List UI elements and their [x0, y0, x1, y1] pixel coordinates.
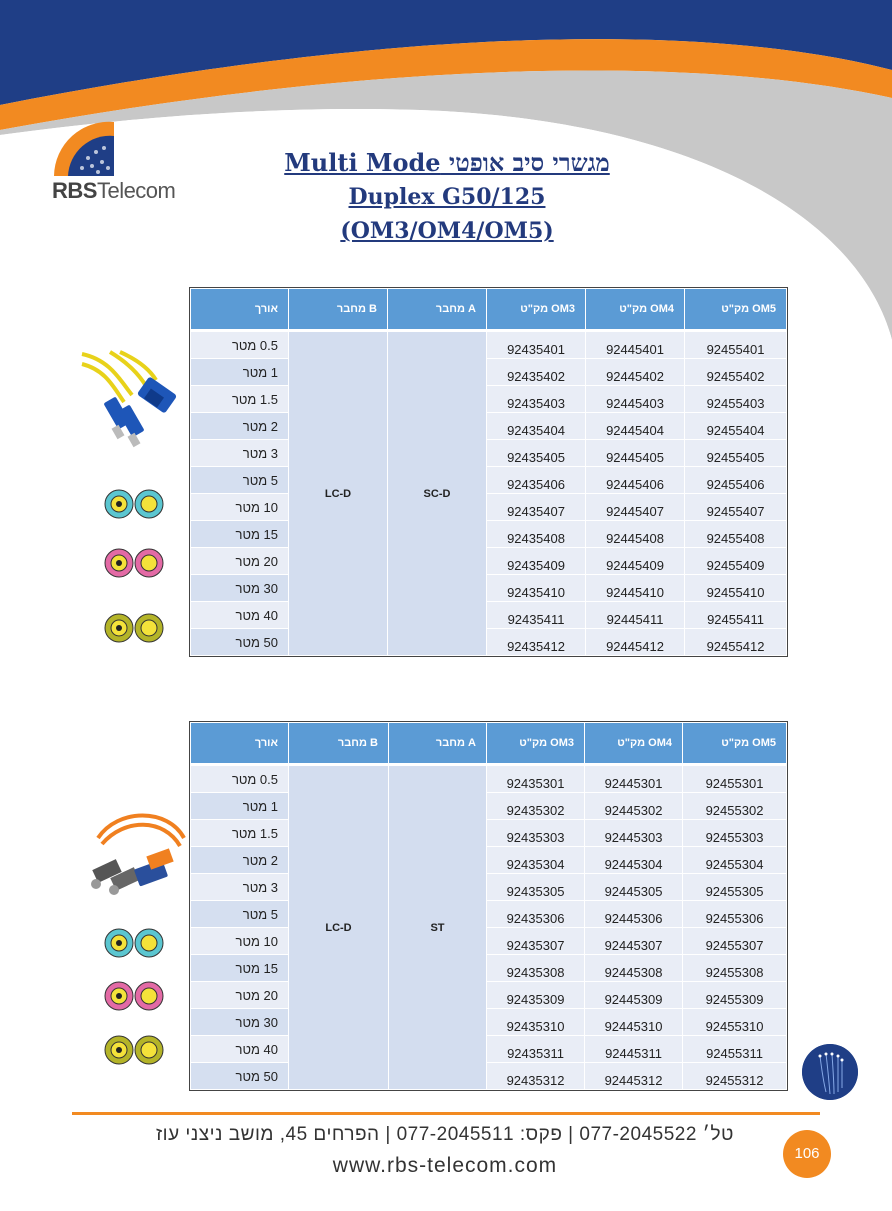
- product-table-st-lc: [190, 722, 787, 1090]
- length-cell: 3 מטר: [191, 874, 289, 901]
- fiber-globe-icon: [802, 1044, 858, 1100]
- om4-part-number: 92445307: [585, 928, 683, 955]
- connector-a-cell: SC-D: [388, 331, 487, 656]
- om4-part-number: 92445306: [585, 901, 683, 928]
- length-cell: 50 מטר: [191, 1063, 289, 1090]
- om4-part-number: 92445301: [585, 765, 683, 793]
- table-row: [191, 494, 787, 521]
- om3-part-number: 92435412: [487, 629, 586, 656]
- table-body: [191, 765, 787, 1090]
- length-cell: 15 מטר: [191, 521, 289, 548]
- table-row: [191, 820, 787, 847]
- table-row: [191, 548, 787, 575]
- om5-part-number: 92455308: [683, 955, 787, 982]
- om3-part-number: 92435310: [487, 1009, 585, 1036]
- om3-part-number: 92435307: [487, 928, 585, 955]
- length-cell: 30 מטר: [191, 1009, 289, 1036]
- om5-part-number: 92455304: [683, 847, 787, 874]
- product-table-sc-lc: [190, 288, 787, 656]
- om4-part-number: 92445308: [585, 955, 683, 982]
- om4-part-number: 92445303: [585, 820, 683, 847]
- table-row: [191, 602, 787, 629]
- om3-part-number: 92435407: [487, 494, 586, 521]
- length-cell: 40 מטר: [191, 602, 289, 629]
- om4-part-number: 92445407: [586, 494, 685, 521]
- connector-a-cell: ST: [389, 765, 487, 1090]
- om3-part-number: 92435302: [487, 793, 585, 820]
- om4-part-number: 92445312: [585, 1063, 683, 1090]
- title-line-2: Duplex G50/125: [348, 184, 546, 210]
- table-row: [191, 629, 787, 656]
- om5-part-number: 92455403: [685, 386, 787, 413]
- lc-sc-duplex-cable-image: [80, 350, 180, 450]
- om5-part-number: 92455402: [685, 359, 787, 386]
- om3-part-number: 92435405: [487, 440, 586, 467]
- om4-part-number: 92445309: [585, 982, 683, 1009]
- om3-part-number: 92435409: [487, 548, 586, 575]
- title-line-3: (OM3/OM4/OM5): [340, 218, 554, 244]
- header-om4: מק"ט OM4: [585, 723, 683, 765]
- length-cell: 1 מטר: [191, 359, 289, 386]
- length-cell: 1.5 מטר: [191, 386, 289, 413]
- om5-part-number: 92455409: [685, 548, 787, 575]
- table-row: [191, 765, 787, 793]
- fiber-ring-icon: [104, 1034, 164, 1066]
- table-row: [191, 440, 787, 467]
- om4-part-number: 92445410: [586, 575, 685, 602]
- page-title: [230, 146, 664, 248]
- om5-part-number: 92455406: [685, 467, 787, 494]
- st-lc-orange-cable-image: [88, 808, 186, 900]
- table-row: [191, 793, 787, 820]
- header-length: אורך: [191, 723, 289, 765]
- om3-part-number: 92435306: [487, 901, 585, 928]
- length-cell: 3 מטר: [191, 440, 289, 467]
- length-cell: 5 מטר: [191, 467, 289, 494]
- om5-part-number: 92455411: [685, 602, 787, 629]
- om5-part-number: 92455306: [683, 901, 787, 928]
- header-om3: מק"ט OM3: [487, 723, 585, 765]
- om5-part-number: 92455307: [683, 928, 787, 955]
- om4-part-number: 92445304: [585, 847, 683, 874]
- page-number-badge: 106: [783, 1130, 831, 1178]
- om5-part-number: 92455302: [683, 793, 787, 820]
- om4-part-number: 92445411: [586, 602, 685, 629]
- length-cell: 2 מטר: [191, 847, 289, 874]
- website-link[interactable]: www.rbs-telecom.com: [332, 1154, 558, 1177]
- table-row: [191, 467, 787, 494]
- fiber-ring-icon: [104, 980, 164, 1012]
- length-cell: 2 מטר: [191, 413, 289, 440]
- length-cell: 10 מטר: [191, 494, 289, 521]
- table-row: [191, 982, 787, 1009]
- rbs-telecom-logo: [52, 118, 192, 208]
- header-om4: מק"ט OM4: [586, 289, 685, 331]
- table-row: [191, 928, 787, 955]
- om3-part-number: 92435410: [487, 575, 586, 602]
- om5-part-number: 92455312: [683, 1063, 787, 1090]
- length-cell: 1.5 מטר: [191, 820, 289, 847]
- table-row: [191, 1063, 787, 1090]
- om3-part-number: 92435402: [487, 359, 586, 386]
- fiber-ring-icon: [104, 927, 164, 959]
- om4-part-number: 92445404: [586, 413, 685, 440]
- table-row: [191, 1009, 787, 1036]
- fiber-ring-icon: [104, 547, 164, 579]
- table-row: [191, 521, 787, 548]
- om3-part-number: 92435305: [487, 874, 585, 901]
- connector-b-cell: LC-D: [289, 331, 388, 656]
- om3-part-number: 92435406: [487, 467, 586, 494]
- om4-part-number: 92445302: [585, 793, 683, 820]
- om3-part-number: 92435309: [487, 982, 585, 1009]
- om4-part-number: 92445405: [586, 440, 685, 467]
- om4-part-number: 92445402: [586, 359, 685, 386]
- om4-part-number: 92445409: [586, 548, 685, 575]
- om4-part-number: 92445412: [586, 629, 685, 656]
- om5-part-number: 92455303: [683, 820, 787, 847]
- om3-part-number: 92435301: [487, 765, 585, 793]
- header-om3: מק"ט OM3: [487, 289, 586, 331]
- om3-part-number: 92435403: [487, 386, 586, 413]
- length-cell: 0.5 מטר: [191, 331, 289, 359]
- om5-part-number: 92455401: [685, 331, 787, 359]
- header-connector-b: מחבר B: [289, 723, 389, 765]
- om5-part-number: 92455311: [683, 1036, 787, 1063]
- fiber-ring-icon: [104, 488, 164, 520]
- header-connector-b: מחבר B: [289, 289, 388, 331]
- logo-globe-icon: [52, 118, 122, 178]
- om5-part-number: 92455407: [685, 494, 787, 521]
- length-cell: 40 מטר: [191, 1036, 289, 1063]
- om5-part-number: 92455301: [683, 765, 787, 793]
- table-row: [191, 331, 787, 359]
- om4-part-number: 92445310: [585, 1009, 683, 1036]
- length-cell: 0.5 מטר: [191, 765, 289, 793]
- table-row: [191, 955, 787, 982]
- contact-info: טל׳ 077-2045522 | פקס: 077-2045511 | הפרחים 45, מושב ניצני עוז: [156, 1124, 734, 1145]
- om5-part-number: 92455405: [685, 440, 787, 467]
- length-cell: 15 מטר: [191, 955, 289, 982]
- om5-part-number: 92455410: [685, 575, 787, 602]
- title-line-1: מגשרי סיב אופטי Multi Mode: [284, 148, 610, 177]
- length-cell: 10 מטר: [191, 928, 289, 955]
- fiber-ring-icon: [104, 612, 164, 644]
- table-row: [191, 359, 787, 386]
- table-row: [191, 575, 787, 602]
- om3-part-number: 92435308: [487, 955, 585, 982]
- header-length: אורך: [191, 289, 289, 331]
- header-connector-a: מחבר A: [388, 289, 487, 331]
- om4-part-number: 92445305: [585, 874, 683, 901]
- footer-divider: [72, 1112, 820, 1115]
- om3-part-number: 92435411: [487, 602, 586, 629]
- table-row: [191, 874, 787, 901]
- om3-part-number: 92435404: [487, 413, 586, 440]
- om3-part-number: 92435304: [487, 847, 585, 874]
- om4-part-number: 92445311: [585, 1036, 683, 1063]
- om3-part-number: 92435303: [487, 820, 585, 847]
- table-row: [191, 901, 787, 928]
- om4-part-number: 92445408: [586, 521, 685, 548]
- length-cell: 50 מטר: [191, 629, 289, 656]
- connector-b-cell: LC-D: [289, 765, 389, 1090]
- table-row: [191, 847, 787, 874]
- length-cell: 5 מטר: [191, 901, 289, 928]
- length-cell: 30 מטר: [191, 575, 289, 602]
- om5-part-number: 92455408: [685, 521, 787, 548]
- om4-part-number: 92445403: [586, 386, 685, 413]
- table-row: [191, 413, 787, 440]
- om5-part-number: 92455310: [683, 1009, 787, 1036]
- om4-part-number: 92445406: [586, 467, 685, 494]
- om4-part-number: 92445401: [586, 331, 685, 359]
- om3-part-number: 92435408: [487, 521, 586, 548]
- om3-part-number: 92435312: [487, 1063, 585, 1090]
- length-cell: 20 מטר: [191, 982, 289, 1009]
- om5-part-number: 92455309: [683, 982, 787, 1009]
- table-body: [191, 331, 787, 656]
- header-om5: מק"ט OM5: [685, 289, 787, 331]
- logo-text: RBSTelecom: [52, 178, 176, 203]
- table-row: [191, 1036, 787, 1063]
- om3-part-number: 92435311: [487, 1036, 585, 1063]
- length-cell: 1 מטר: [191, 793, 289, 820]
- om5-part-number: 92455305: [683, 874, 787, 901]
- header-connector-a: מחבר A: [389, 723, 487, 765]
- table-row: [191, 386, 787, 413]
- om3-part-number: 92435401: [487, 331, 586, 359]
- om5-part-number: 92455412: [685, 629, 787, 656]
- length-cell: 20 מטר: [191, 548, 289, 575]
- header-om5: מק"ט OM5: [683, 723, 787, 765]
- om5-part-number: 92455404: [685, 413, 787, 440]
